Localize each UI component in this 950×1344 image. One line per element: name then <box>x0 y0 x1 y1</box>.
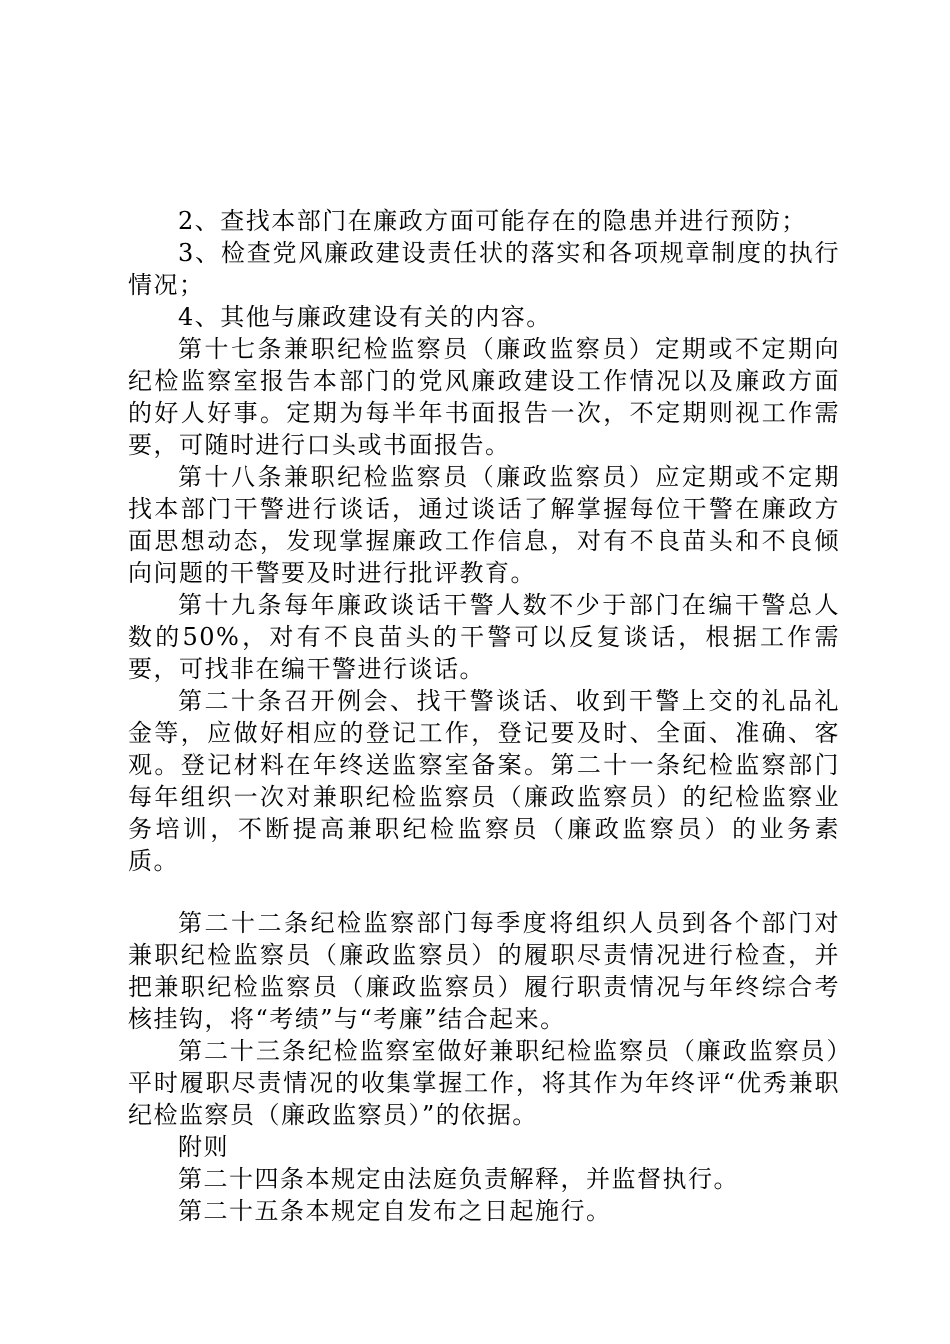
document-body <box>128 205 840 1227</box>
paragraph-article-19: 第十九条每年廉政谈话干警人数不少于部门在编干警总人数的50%，对有不良苗头的干警可以反复谈话，根据工作需要，可找非在编干警进行谈话。 <box>128 591 840 683</box>
paragraph-article-20-21: 第二十条召开例会、找干警谈话、收到干警上交的礼品礼金等，应做好相应的登记工作，登记要及时、全面、准确、客观。登记材料在年终送监察室备案。第二十一条纪检监察部门每年组织一次对兼职纪检监察员（廉政监察员）的纪检监察业务培训，不断提高兼职纪检监察员（廉政监察员）的业务素质。 <box>128 687 840 875</box>
paragraph-article-18: 第十八条兼职纪检监察员（廉政监察员）应定期或不定期找本部门干警进行谈话，通过谈话了解掌握每位干警在廉政方面思想动态，发现掌握廉政工作信息，对有不良苗头和不良倾向问题的干警要及时进行批评教育。 <box>128 463 840 587</box>
section-heading-appendix: 附则 <box>178 1133 229 1161</box>
paragraph-item-2: 2、查找本部门在廉政方面可能存在的隐患并进行预防； <box>178 207 807 235</box>
paragraph-gap <box>128 877 840 907</box>
paragraph-article-25: 第二十五条本规定自发布之日起施行。 <box>178 1197 612 1225</box>
paragraph-article-22: 第二十二条纪检监察部门每季度将组织人员到各个部门对兼职纪检监察员（廉政监察员）的履职尽责情况进行检查，并把兼职纪检监察员（廉政监察员）履行职责情况与年终综合考核挂钩，将“考绩”与“考廉”结合起来。 <box>128 909 840 1033</box>
paragraph-article-17: 第十七条兼职纪检监察员（廉政监察员）定期或不定期向纪检监察室报告本部门的党风廉政建设工作情况以及廉政方面的好人好事。定期为每半年书面报告一次，不定期则视工作需要，可随时进行口头或书面报告。 <box>128 335 840 459</box>
paragraph-article-23: 第二十三条纪检监察室做好兼职纪检监察员（廉政监察员）平时履职尽责情况的收集掌握工作，将其作为年终评“优秀兼职纪检监察员（廉政监察员）”的依据。 <box>128 1037 840 1129</box>
paragraph-item-3: 3、检查党风廉政建设责任状的落实和各项规章制度的执行情况； <box>128 239 840 299</box>
paragraph-article-24: 第二十四条本规定由法庭负责解释，并监督执行。 <box>178 1165 739 1193</box>
paragraph-item-4: 4、其他与廉政建设有关的内容。 <box>178 303 552 331</box>
